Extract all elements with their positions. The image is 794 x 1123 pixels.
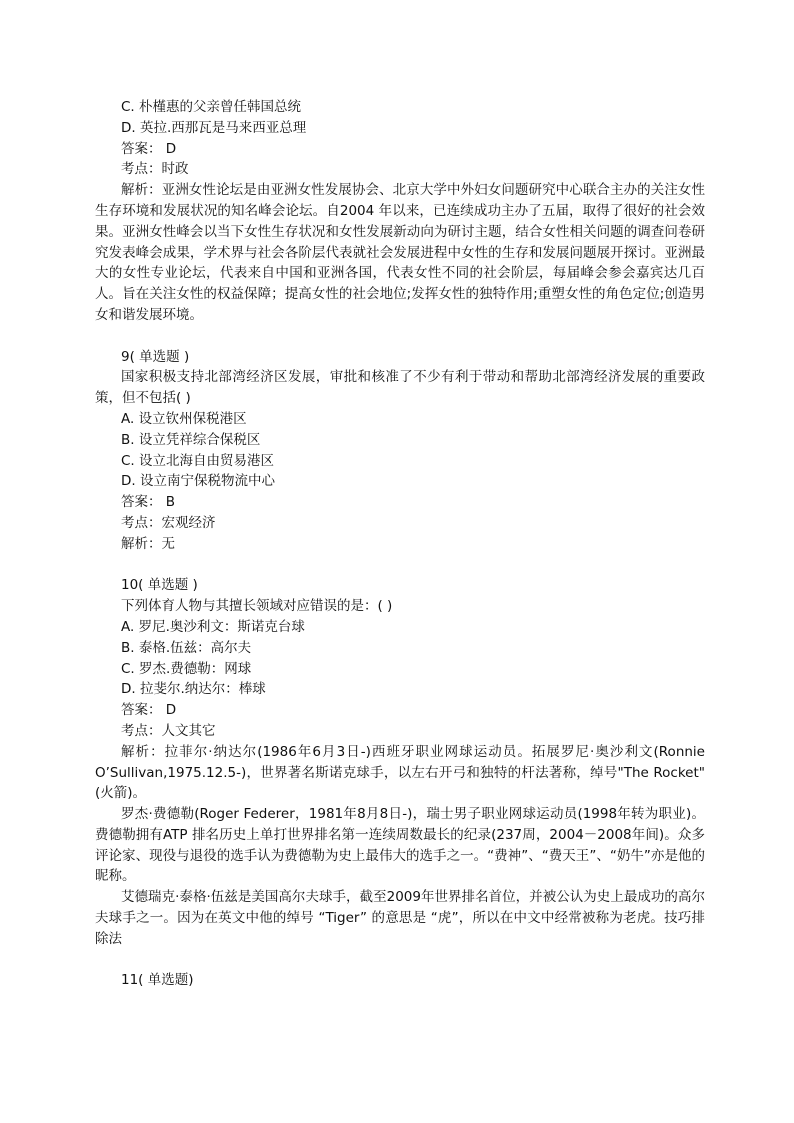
q8-analysis: 解析：亚洲女性论坛是由亚洲女性发展协会、北京大学中外妇女问题研究中心联合主办的关注女性生存环境和发展状况的知名峰会论坛。自2004 年以来，已连续成功主办了五届，取得了很好的社会效果。亚洲女性峰会以当下女性生存状况和女性发展新动向为研讨主题，结合女性相关问题的调查问卷研究发表峰会成果，学术界与社会各阶层代表就社会发展进程中女性的生存和发展问题展开探讨。亚洲最大的女性专业论坛，代表来自中国和亚洲各国，代表女性不同的社会阶层，每届峰会参会嘉宾达几百人。旨在关注女性的权益保障；提高女性的社会地位;发挥女性的独特作用;重塑女性的角色定位;创造男女和谐发展环境。 — [95, 182, 705, 323]
q10-stem: 下列体育人物与其擅长领域对应错误的是：( ) — [121, 598, 393, 615]
q10-option-d: D. 拉斐尔.纳达尔：棒球 — [121, 681, 266, 698]
q8-option-c: C. 朴槿惠的父亲曾任韩国总统 — [121, 99, 302, 115]
q9-option-c: C. 设立北海自由贸易港区 — [121, 452, 275, 469]
spacer — [95, 326, 705, 347]
q10-analysis-woods: 艾德瑞克·泰格·伍兹是美国高尔夫球手，截至2009年世界排名首位，并被公认为史上最成功的高尔夫球手之一。因为在英文中他的绰号 “Tiger” 的意思是 “虎”，所以在中文中经常被称为老虎。技巧排除法 — [95, 889, 705, 947]
q10-header: 10( 单选题 ) — [121, 577, 198, 594]
q9-option-b: B. 设立凭祥综合保税区 — [121, 431, 261, 448]
q10-option-b: B. 泰格.伍兹：高尔夫 — [121, 639, 252, 656]
q9-analysis: 解析：无 — [121, 535, 175, 552]
q9-topic: 考点：宏观经济 — [121, 514, 216, 531]
q10-topic: 考点：人文其它 — [121, 722, 216, 739]
q11-header: 11( 单选题) — [121, 972, 194, 989]
q10-option-c: C. 罗杰.费德勒：网球 — [121, 660, 252, 677]
document-body — [95, 97, 705, 991]
q10-analysis-intro: 解析：拉菲尔·纳达尔(1986年6月3日-)西班牙职业网球运动员。拓展罗尼·奥沙利文(Ronnie O’Sullivan,1975.12.5-)，世界著名斯诺克球手，以左右开弓和独特的杆法著称，绰号"The Rocket"(火箭)。 — [95, 743, 705, 802]
spacer — [95, 950, 705, 971]
q8-answer: 答案： D — [121, 140, 177, 157]
q10-option-a: A. 罗尼.奥沙利文：斯诺克台球 — [121, 618, 305, 635]
q9-option-d: D. 设立南宁保税物流中心 — [121, 473, 275, 490]
q10-analysis-federer: 罗杰·费德勒(Roger Federer，1981年8月8日-)，瑞士男子职业网球运动员(1998年转为职业)。费德勒拥有ATP 排名历史上单打世界排名第一连续周数最长的纪录(237周，2004－2008年间)。众多评论家、现役与退役的选手认为费德勒为史上最伟大的选手之一。“费神”、“费天王”、“奶牛”亦是他的昵称。 — [95, 806, 705, 885]
q10-answer: 答案： D — [121, 702, 177, 719]
q9-answer: 答案： B — [121, 494, 176, 511]
q9-option-a: A. 设立钦州保税港区 — [121, 410, 247, 427]
spacer — [95, 555, 705, 576]
q9-stem: 国家积极支持北部湾经济区发展，审批和核准了不少有利于带动和帮助北部湾经济发展的重要政策，但不包括( ) — [95, 369, 705, 407]
q8-topic: 考点：时政 — [121, 161, 189, 178]
q8-option-d: D. 英拉.西那瓦是马来西亚总理 — [121, 119, 307, 136]
q9-header: 9( 单选题 ) — [121, 348, 190, 365]
